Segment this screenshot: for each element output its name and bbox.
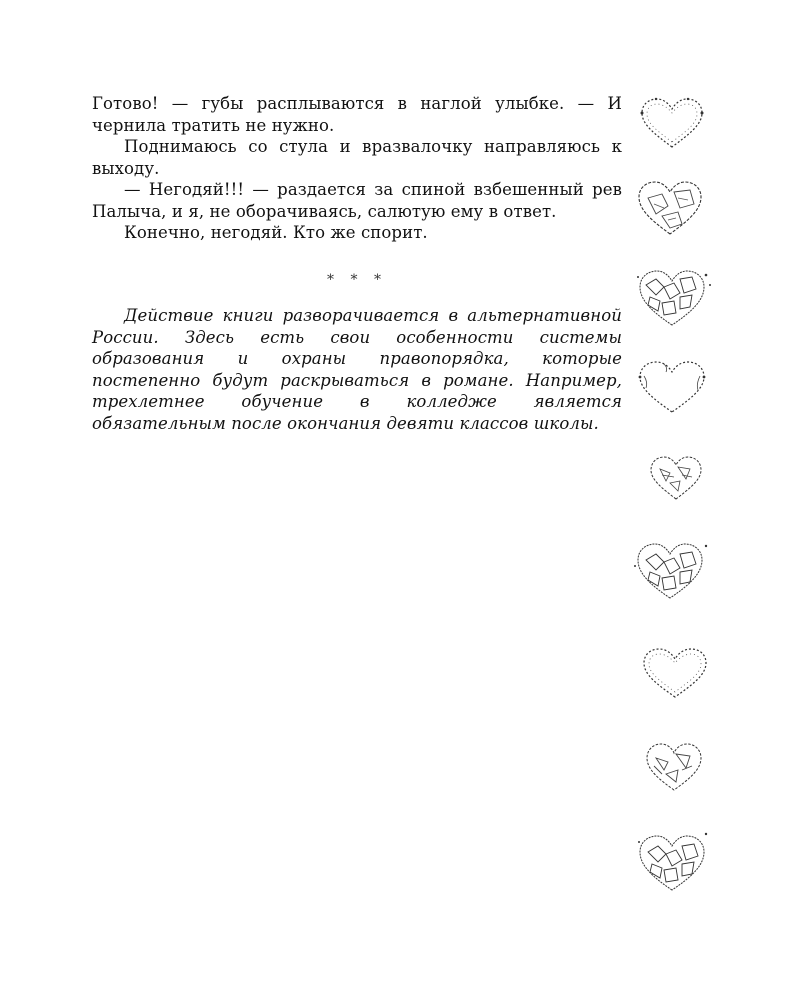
paragraph: — Негодяй!!! — раздается за спиной взбешенный рев Палыча, и я, не оборачиваясь, салютую ему в ответ. — [92, 180, 622, 221]
text-block — [92, 93, 622, 434]
heart-icon — [634, 358, 710, 418]
heart-icon — [642, 740, 706, 796]
heart-icon — [636, 95, 708, 153]
heart-decoration-column — [628, 90, 728, 910]
heart-icon — [634, 265, 714, 331]
heart-icon — [638, 645, 712, 703]
heart-icon — [634, 828, 714, 896]
section-separator: * * * — [327, 271, 387, 288]
paragraph: Конечно, негодяй. Кто же спорит. — [124, 223, 428, 242]
paragraph: Поднимаюсь со стула и вразвалочку направляюсь к выходу. — [92, 137, 622, 178]
heart-icon — [634, 178, 706, 240]
heart-icon — [646, 453, 706, 505]
paragraph: Готово! — губы расплываются в наглой улыбке. — И чернила тратить не нужно. — [92, 94, 622, 135]
author-note: Действие книги разворачивается в альтернативной России. Здесь есть свои особенности системы образования и охраны правопорядка, которые постепенно будут раскрываться в романе. Например, трехлетнее обучение в колледже является обязательным после окончания девяти классов школы. — [92, 306, 622, 433]
heart-icon — [632, 538, 712, 604]
